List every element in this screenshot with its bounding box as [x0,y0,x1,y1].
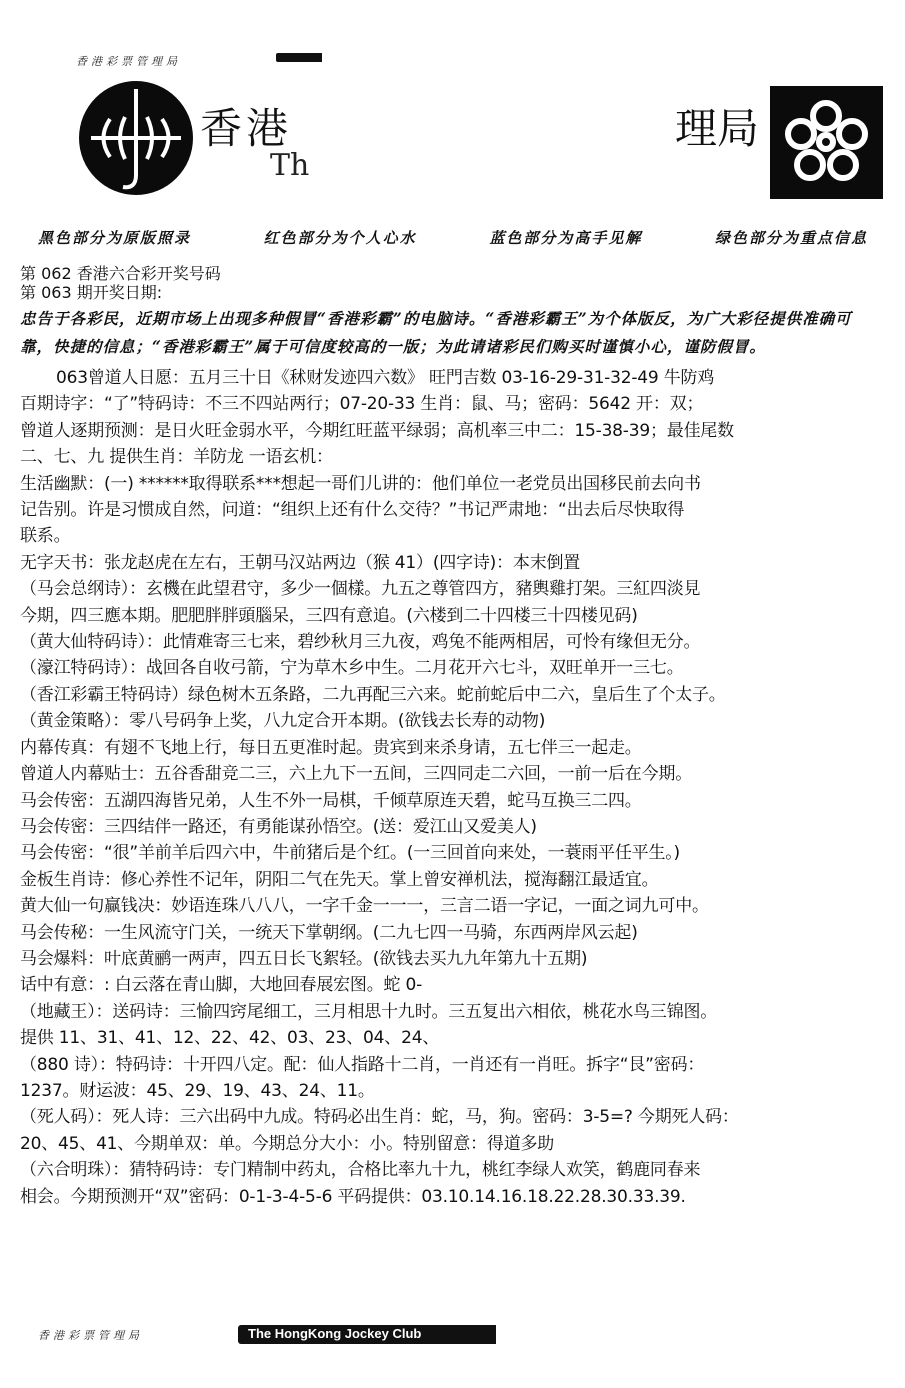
banner-title: 香港 [200,104,293,153]
body-line: 1237。财运波：45、29、19、43、24、11。 [20,1080,375,1101]
top-header-strip [76,50,326,68]
body-line: 曾道人内幕贴士：五谷香甜竞二三，六上九下一五间，三四同走二六回，一前一后在今期。 [20,764,692,785]
body-line: 内幕传真：有翅不飞地上行，每日五更准时起。贵宾到来杀身请，五七伴三一起走。 [20,737,642,758]
body-line: 马会传秘：一生风流守门关，一统天下掌朝纲。(二九七四一马骑，东西两岸风云起) [20,922,638,943]
legend-green: 绿色部分为重点信息 [714,229,868,247]
colour-legend [38,227,868,248]
body-line: 今期，四三應本期。肥肥胖胖頭腦呆，三四有意追。(六楼到二十四楼三十四楼见码) [20,605,638,626]
body-line: 百期诗字：“了”特码诗：不三不四站两行；07-20-33 生肖：鼠、马；密码：5642 开：双； [20,394,704,415]
body-line: 记告别。许是习惯成自然，问道：“组织上还有什么交待？”书记严肃地：“出去后尽快取得 [20,500,685,521]
banner-subtitle: Th [270,148,310,183]
main-content [20,264,880,1210]
body-line: 二、七、九 提供生肖：羊防龙 一语玄机： [20,447,333,468]
body-line: 金板生肖诗：修心养性不记年，阴阳二气在先天。掌上曾安禅机法，搅海翻江最适宜。 [20,869,659,890]
footer-club-name: The HongKong Jockey Club [248,1326,422,1341]
body-line: 无字天书：张龙赵虎在左右，王朝马汉站两边（猴 41）(四字诗)：本末倒置 [20,552,581,573]
body-line: 马会传密：“很”羊前羊后四六中，牛前猪后是个红。(一三回首向来处，一蓑雨平任平生。) [20,843,680,864]
body-line: （880 诗）：特码诗：十开四八定。配：仙人指路十二肖，一肖还有一肖旺。拆字“艮”密码： [20,1054,705,1075]
body-line: 生活幽默：(一) ******取得联系***想起一哥们儿讲的：他们单位一老党员出国移民前去向书 [20,473,701,494]
flower-emblem-icon [770,86,883,199]
body-line: 063曾道人日愿：五月三十日《秫财发迹四六数》 旺門吉数 03-16-29-31-32-49 牛防鸡 [56,368,715,388]
warning-notice: 忠告于各彩民，近期市场上出现多种假冒“香港彩霸”的电脑诗。“香港彩霸王”为个体版反，为广大彩径提供准确可靠，快捷的信息；“香港彩霸王”属于可信度较高的一版；为此请诸彩民们购买时谨慎小心，谨防假冒。 [20,309,852,356]
body-line: （黄金策略）：零八号码争上奖，八九定合开本期。(欲钱去长寿的动物) [20,711,546,732]
legend-red: 红色部分为个人心水 [263,229,417,247]
top-strip-bar [276,53,322,62]
body-line: （濠江特码诗）：战回各自收弓箭，宁为草木乡中生。二月花开六七斗，双旺单开一三七。 [20,658,684,679]
footer-caption: 香港彩票管理局 [38,1329,143,1342]
body-line: （香江彩霸王特码诗）绿色树木五条路，二九再配三六来。蛇前蛇后中二六，皇后生了个太子。 [20,684,726,705]
body-line: 黄大仙一句赢钱决：妙语连珠八八八，一字千金一一一，三言二语一字记，一面之词九可中。 [20,896,709,917]
body-line: 相会。今期预测开“双”密码：0-1-3-4-5-6 平码提供：03.10.14.16.18.22.28.30.33.39. [20,1186,686,1207]
body-line: （死人码）：死人诗：三六出码中九成。特码必出生肖：蛇，马，狗。密码：3-5=? 今期死人码： [20,1107,739,1128]
body-line: 20、45、41、今期单双：单。今期总分大小：小。特别留意：得道多助 [20,1133,555,1154]
body-line: 马会传密：三四结伴一路还，有勇能谋孙悟空。(送：爱江山又爱美人) [20,816,537,837]
legend-black: 黑色部分为原版照录 [38,229,192,247]
hkjc-emblem-icon [77,79,195,197]
body-line: 马会爆料：叶底黄鹂一两声，四五日长飞絮轻。(欲钱去买九九年第九十五期) [20,948,588,969]
issue-line: 第 063 期开奖日期: [20,283,163,302]
banner-title-right: 理局 [675,104,760,153]
body-line: 话中有意：: 白云落在青山脚，大地回春展宏图。蛇 0- [20,975,423,996]
legend-blue: 蓝色部分为高手见解 [489,229,643,247]
body-line: （六合明珠）：猜特码诗：专门精制中药丸，合格比率九十九，桃红李绿人欢笑，鹤鹿同春来 [20,1160,701,1181]
body-line: 提供 11、31、41、12、22、42、03、23、04、24、 [20,1028,440,1049]
body-line: 联系。 [20,526,71,547]
top-caption: 香港彩票管理局 [76,55,181,68]
issue-line: 第 062 香港六合彩开奖号码 [20,264,221,283]
body-line: （黄大仙特码诗）：此情难寄三七来，碧纱秋月三九夜，鸡兔不能两相居，可怜有缘但无分。 [20,632,701,653]
body-line: （马会总纲诗）：玄機在此望君守，多少一個樣。九五之尊管四方，豬輿雞打架。三紅四淡見 [20,579,701,600]
footer-strip [38,1325,458,1345]
body-line: （地藏王）：送码诗：三愉四窍尾细工，三月相思十九时。三五复出六相依，桃花水鸟三锦图。 [20,1001,718,1022]
body-line: 马会传密：五湖四海皆兄弟，人生不外一局棋，千倾草原连天碧，蛇马互换三二四。 [20,790,642,811]
body-line: 曾道人逐期预测：是日火旺金弱水平，今期红旺蓝平绿弱；高机率三中二：15-38-39；最佳尾数 [20,420,734,441]
